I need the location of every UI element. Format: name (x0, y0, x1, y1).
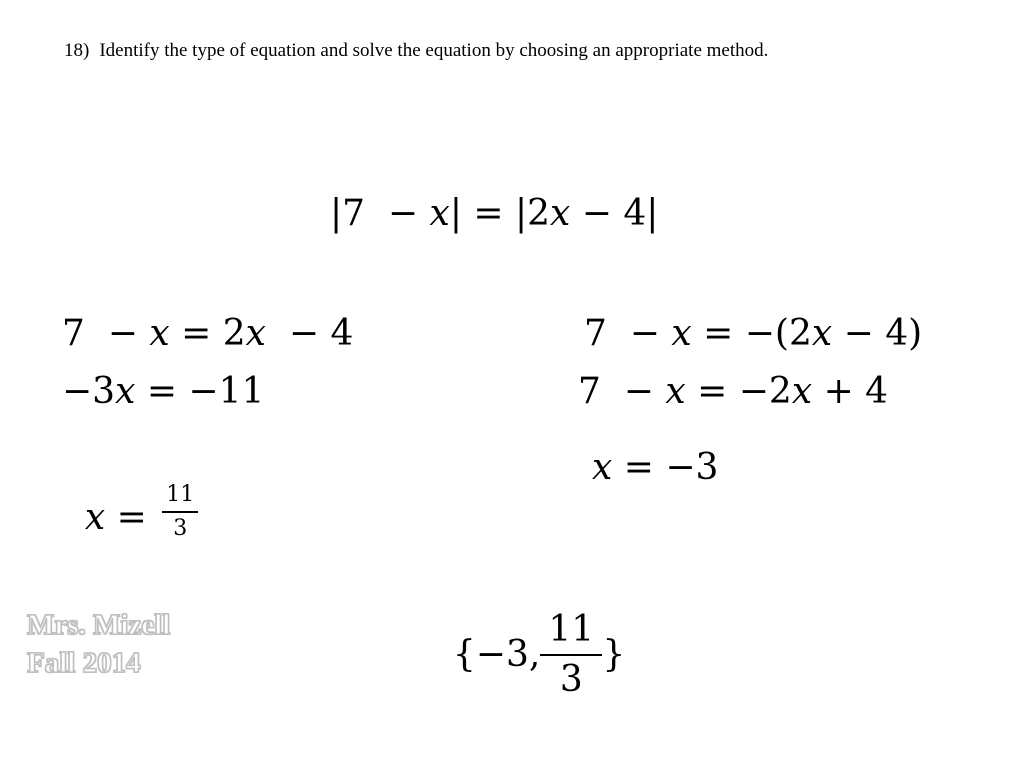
watermark-line-1: Mrs. Mizell (27, 609, 171, 641)
solution-denominator: 3 (559, 659, 583, 700)
solution-set-open: {−3, (452, 634, 541, 675)
fraction-bar (162, 511, 198, 513)
left-case-line-2: −3𝑥 = −11 (62, 371, 265, 412)
right-case-line-1: 7 − 𝑥 = −(2𝑥 − 4) (584, 313, 923, 354)
problem-instruction: Identify the type of equation and solve the equation by choosing an appropriate method. (99, 40, 769, 61)
left-case-line-3-prefix: 𝑥 = (84, 497, 159, 538)
watermark-line-2: Fall 2014 (27, 647, 141, 679)
left-case-line-1: 7 − 𝑥 = 2𝑥 − 4 (62, 313, 354, 354)
problem-number: 18) (64, 40, 90, 61)
fraction-bar (540, 654, 602, 656)
left-case-line-3 (62, 446, 198, 550)
solution-set (430, 568, 625, 702)
solution-numerator: 11 (548, 609, 595, 650)
left-case-denominator: 3 (173, 516, 188, 541)
main-equation: |7 − 𝑥| = |2𝑥 − 4| (330, 193, 659, 234)
author-watermark (27, 606, 170, 682)
right-case-line-2: 7 − 𝑥 = −2𝑥 + 4 (578, 371, 889, 412)
left-case-numerator: 11 (166, 482, 195, 507)
right-case-line-3: 𝑥 = −3 (592, 447, 719, 488)
solution-set-close: } (602, 634, 626, 675)
left-case-fraction (162, 482, 198, 542)
problem-statement (64, 38, 768, 64)
solution-fraction (540, 610, 602, 700)
